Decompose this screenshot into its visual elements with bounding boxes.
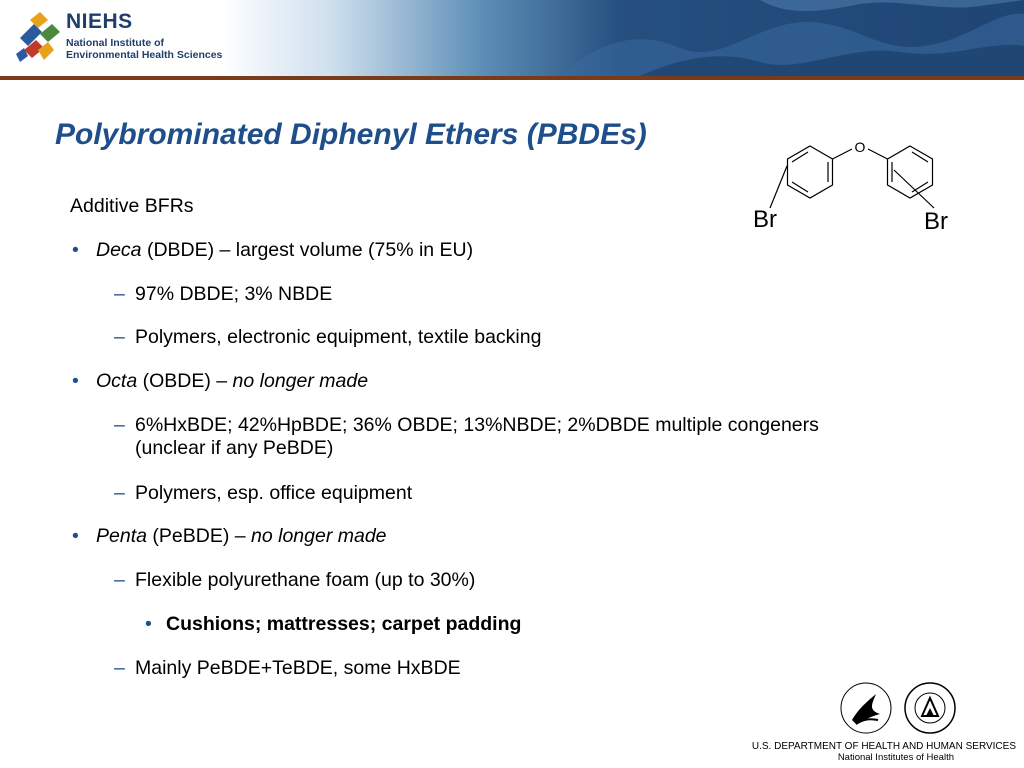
- intro-line: Additive BFRs: [70, 195, 194, 217]
- oxygen-label: O: [854, 139, 866, 155]
- octa-name: Octa: [96, 370, 138, 392]
- octa-sub-2: Polymers, esp. office equipment: [135, 482, 413, 504]
- penta-sub-2: Mainly PeBDE+TeBDE, some HxBDE: [135, 657, 461, 679]
- dash-marker: –: [114, 482, 125, 504]
- header-rule: [0, 76, 1024, 80]
- penta-line: [96, 524, 387, 548]
- penta-sub-1-detail: Cushions; mattresses; carpet padding: [166, 613, 522, 635]
- logo-acronym: NIEHS: [66, 10, 133, 33]
- header-banner: [0, 0, 1024, 76]
- penta-name: Penta: [96, 525, 147, 547]
- niehs-emblem-icon: [14, 10, 62, 66]
- niehs-logo[interactable]: [14, 8, 223, 68]
- penta-sub-1: Flexible polyurethane foam (up to 30%): [135, 569, 476, 591]
- penta-bullet: [72, 524, 79, 548]
- footer-nih: National Institutes of Health: [837, 752, 954, 763]
- octa-sub-1-line-2: (unclear if any PeBDE): [135, 437, 334, 459]
- deca-sub-1: 97% DBDE; 3% NBDE: [135, 283, 333, 305]
- br-right-label: Br: [924, 208, 948, 235]
- dash-marker: –: [114, 657, 125, 679]
- nih-seal-icon: [905, 683, 955, 733]
- octa-sub-1-line-1: 6%HxBDE; 42%HpBDE; 36% OBDE; 13%NBDE; 2%DBDE multiple congeners: [135, 414, 819, 436]
- deca-line: [96, 238, 473, 262]
- br-left-label: Br: [753, 206, 777, 233]
- right-benzene-ring: [888, 146, 933, 198]
- deca-bullet: [72, 238, 79, 262]
- pbde-molecule-diagram: [748, 132, 963, 240]
- bullet-marker: •: [72, 525, 79, 547]
- slide-title: Polybrominated Diphenyl Ethers (PBDEs): [55, 118, 647, 151]
- footer-seals: [838, 680, 968, 738]
- octa-bullet: [72, 369, 79, 393]
- dash-marker: –: [114, 414, 125, 436]
- hhs-seal-icon: [841, 683, 891, 733]
- deca-name: Deca: [96, 239, 142, 261]
- logo-line-2: Environmental Health Sciences: [66, 49, 223, 61]
- bullet-marker: •: [72, 239, 79, 261]
- dash-marker: –: [114, 326, 125, 348]
- left-benzene-ring: [788, 146, 833, 198]
- dash-marker: –: [114, 569, 125, 591]
- bullet-marker: •: [145, 613, 152, 635]
- deca-sub-2: Polymers, electronic equipment, textile backing: [135, 326, 542, 348]
- penta-note: no longer made: [251, 525, 387, 547]
- octa-note: no longer made: [232, 370, 369, 392]
- deca-rest: (DBDE) – largest volume (75% in EU): [141, 239, 474, 261]
- octa-rest: (OBDE) –: [137, 370, 233, 392]
- logo-line-1: National Institute of: [66, 37, 164, 49]
- octa-line: [96, 369, 368, 393]
- penta-rest: (PeBDE) –: [146, 525, 252, 547]
- footer-hhs: U.S. DEPARTMENT OF HEALTH AND HUMAN SERVICES: [751, 741, 1016, 752]
- bullet-marker: •: [72, 370, 79, 392]
- dash-marker: –: [114, 283, 125, 305]
